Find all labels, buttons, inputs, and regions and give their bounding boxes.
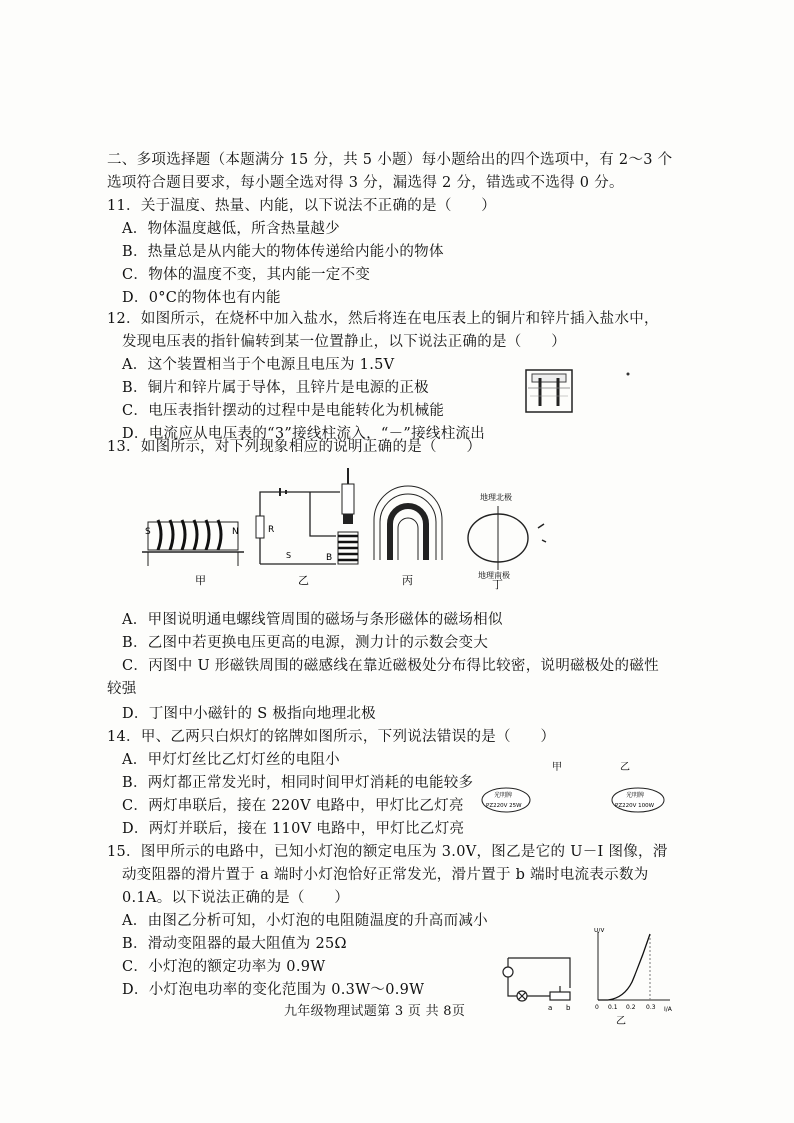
q13-option-d: D．丁图中小磁针的 S 极指向地理北极 [122, 706, 376, 722]
section-header-line2: 选项符合题目要求，每小题全选对得 3 分，漏选得 2 分，错选或不选得 0 分。 [107, 175, 624, 191]
lamp2-rating: PZ220V 100W [615, 803, 655, 809]
figure-ding-label: 丁 [492, 578, 503, 590]
q12-option-d: D．电流应从电压表的“3”接线柱流入，“－”接线柱流出 [122, 426, 486, 442]
q15-circuit [503, 958, 570, 1001]
graph-ylabel: U/V [594, 928, 605, 934]
q13-figures [140, 466, 560, 590]
lamp1-brand: 光明牌 [494, 792, 513, 799]
q15-figures [500, 928, 690, 1033]
rheostat-a-label: a [548, 1004, 553, 1012]
q15-stem-line1: 15．图甲所示的电路中，已知小灯泡的额定电压为 3.0V，图乙是它的 U－I 图像，滑 [107, 844, 668, 860]
q14-option-a: A．甲灯灯丝比乙灯灯丝的电阻小 [122, 752, 340, 768]
solenoid-figure [142, 520, 244, 566]
circuit-electromagnet-figure [256, 468, 358, 564]
q13-option-c-cont: 较强 [107, 681, 137, 697]
earth-compass-figure [468, 506, 546, 570]
rheostat-b-label: b [566, 1004, 571, 1012]
q12-beaker-figure [522, 366, 632, 416]
graph-tick-3: 0.3 [646, 1004, 656, 1011]
q12-stem-line1: 12．如图所示，在烧杯中加入盐水，然后将连在电压表上的铜片和锌片插入盐水中， [107, 311, 659, 327]
q13-option-c: C．丙图中 U 形磁铁周围的磁感线在靠近磁极处分布得比较密，说明磁极处的磁性 [122, 658, 659, 674]
q11-option-b: B．热量总是从内能大的物体传递给内能小的物体 [122, 244, 444, 260]
lamp1-rating: PZ220V 25W [486, 803, 522, 809]
q11-option-c: C．物体的温度不变，其内能一定不变 [122, 267, 371, 283]
q14-stem: 14．甲、乙两只白炽灯的铭牌如图所示，下列说法错误的是（ ） [107, 729, 556, 745]
q15-stem-line2: 动变阻器的滑片置于 a 端时小灯泡恰好正常发光，滑片置于 b 端时电流表示数为 [122, 867, 649, 883]
switch-s-label: S [286, 551, 292, 560]
graph-tick-1: 0.1 [608, 1004, 618, 1011]
figure-jia-label: 甲 [195, 574, 206, 587]
q13-stem: 13．如图所示，对下列现象相应的说明正确的是（ ） [107, 439, 482, 455]
q15-option-c: C．小灯泡的额定功率为 0.9W [122, 959, 326, 975]
electromagnet-b-label: B [326, 553, 333, 563]
q13-option-b: B．乙图中若更换电压更高的电源，测力计的示数会变大 [122, 635, 489, 651]
q12-option-a: A．这个装置相当于个电源且电压为 1.5V [122, 357, 395, 373]
lamp-jia-label: 甲 [552, 762, 562, 773]
ui-graph [598, 932, 670, 1000]
q13-option-a: A．甲图说明通电螺线管周围的磁场与条形磁体的磁场相似 [122, 612, 503, 628]
geo-south-label: 地理南极 [478, 571, 510, 580]
q12-stem-line2: 发现电压表的指针偏转到某一位置静止，以下说法正确的是（ ） [122, 334, 566, 350]
graph-tick-2: 0.2 [626, 1004, 636, 1011]
lamp2-brand: 光明牌 [626, 792, 645, 799]
q15-option-b: B．滑动变阻器的最大阻值为 25Ω [122, 936, 347, 952]
q12-option-c: C．电压表指针摆动的过程中是电能转化为机械能 [122, 403, 445, 419]
solenoid-s-label: S [145, 527, 151, 537]
q11-stem: 11．关于温度、热量、内能，以下说法不正确的是（ ） [107, 198, 497, 214]
q14-option-d: D．两灯并联后，接在 110V 电路中，甲灯比乙灯亮 [122, 821, 465, 837]
resistor-r-label: R [268, 525, 275, 535]
lamp-yi-label: 乙 [620, 762, 630, 773]
graph-xlabel: I/A [664, 1006, 672, 1013]
q12-option-b: B．铜片和锌片属于导体，且锌片是电源的正极 [122, 380, 429, 396]
graph-caption: 乙 [616, 1016, 626, 1027]
figure-yi-label: 乙 [298, 574, 309, 587]
graph-tick-0: 0 [595, 1004, 599, 1011]
u-magnet-figure [374, 486, 442, 560]
section-header-line1: 二、多项选择题（本题满分 15 分，共 5 小题）每小题给出的四个选项中，有 2～3 个 [107, 152, 673, 168]
solenoid-n-label: N [232, 527, 239, 537]
q14-option-b: B．两灯都正常发光时，相同时间甲灯消耗的电能较多 [122, 775, 474, 791]
page-footer: 九年级物理试题第 3 页 共 8页 [284, 1004, 466, 1019]
figure-bing-label: 丙 [402, 574, 413, 587]
q15-option-d: D．小灯泡电功率的变化范围为 0.3W～0.9W [122, 982, 425, 998]
q11-option-d: D．0°C的物体也有内能 [122, 290, 281, 306]
q14-option-c: C．两灯串联后，接在 220V 电路中，甲灯比乙灯亮 [122, 798, 464, 814]
q15-option-a: A．由图乙分析可知，小灯泡的电阻随温度的升高而减小 [122, 913, 488, 929]
geo-north-label: 地理北极 [480, 493, 512, 502]
q11-option-a: A．物体温度越低，所含热量越少 [122, 221, 340, 237]
q15-stem-line3: 0.1A。以下说法正确的是（ ） [122, 890, 350, 906]
q14-lamp-figure [480, 758, 680, 818]
